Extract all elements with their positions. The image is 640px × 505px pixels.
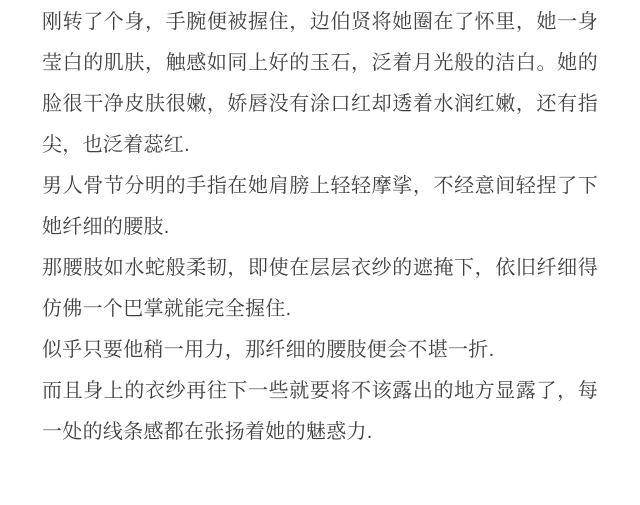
paragraph-3: 那腰肢如水蛇般柔韧，即使在层层衣纱的遮掩下，依旧纤细得仿佛一个巴掌就能完全握住.: [42, 257, 598, 320]
paragraph-2: 男人骨节分明的手指在她肩膀上轻轻摩挲，不经意间轻捏了下她纤细的腰肢.: [42, 175, 598, 238]
paragraph-5: 而且身上的衣纱再往下一些就要将不该露出的地方显露了，每一处的线条感都在张扬着她的魅惑力.: [42, 380, 598, 443]
paragraph-1: 刚转了个身，手腕便被握住，边伯贤将她圈在了怀里，她一身莹白的肌肤，触感如同上好的玉石，泛着月光般的洁白。她的脸很干净皮肤很嫩，娇唇没有涂口红却透着水润红嫩，还有指尖，也泛着蕊红.: [42, 11, 598, 156]
paragraph-4: 似乎只要他稍一用力，那纤细的腰肢便会不堪一折.: [42, 339, 495, 361]
